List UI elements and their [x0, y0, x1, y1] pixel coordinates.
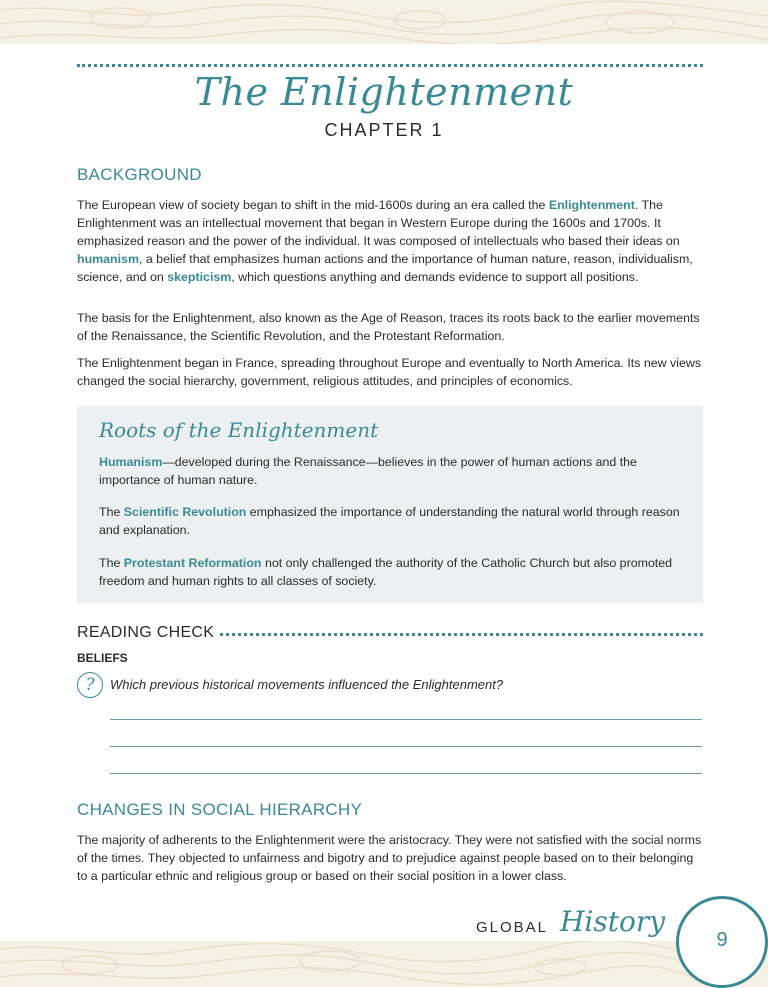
- background-paragraph-3: The Enlightenment began in France, spreading throughout Europe and eventually to North America. Its new views changed the social hierarchy, government, religious attitudes, and principles of economics.: [77, 356, 702, 388]
- chapter-label: CHAPTER 1: [324, 120, 444, 140]
- chapter-title: The Enlightenment: [194, 70, 574, 114]
- roots-item-protestant-reformation: The Protestant Reformation not only challenged the authority of the Catholic Church but also promoted freedom and human rights to all classes of society.: [99, 556, 673, 588]
- roots-title: Roots of the Enlightenment: [99, 418, 379, 442]
- footer-series-history: History: [560, 905, 666, 938]
- social-hierarchy-heading: CHANGES IN SOCIAL HIERARCHY: [77, 800, 363, 819]
- term-enlightenment: Enlightenment: [548, 198, 635, 212]
- footer-series-global: GLOBAL: [476, 919, 549, 936]
- answer-line-2[interactable]: [110, 746, 702, 747]
- topographic-footer-band: [0, 941, 768, 987]
- roots-item-humanism: Humanism—developed during the Renaissance—believes in the power of human actions and the importance of human nature.: [99, 455, 637, 487]
- reading-check-question: Which previous historical movements influenced the Enlightenment?: [110, 677, 504, 692]
- roots-sidebar-box: [77, 406, 703, 603]
- page-number: 9: [716, 929, 728, 951]
- roots-item-scientific-revolution: The Scientific Revolution emphasized the importance of understanding the natural world through reason and explanation.: [99, 505, 680, 537]
- social-hierarchy-paragraph: The majority of adherents to the Enlightenment were the aristocracy. They were not satisfied with the social norms of the times. They objected to unfairness and bigotry and to prejudice against people based on to their belonging to a particular ethnic and religious group or based on their social position in a lower class.: [77, 833, 702, 883]
- topographic-header-band: [0, 0, 768, 44]
- background-heading: BACKGROUND: [77, 165, 202, 184]
- page-number-badge: [676, 896, 768, 988]
- question-mark-icon: ?: [77, 672, 103, 698]
- reading-check-subheading: BELIEFS: [77, 651, 128, 665]
- background-paragraph-2: The basis for the Enlightenment, also known as the Age of Reason, traces its roots back to the earlier movements of the Renaissance, the Scientific Revolution, and the Protestant Reformation.: [77, 311, 700, 343]
- answer-line-1[interactable]: [110, 719, 702, 720]
- term-skepticism: skepticism: [167, 270, 232, 284]
- term-humanism: humanism: [77, 252, 139, 266]
- background-paragraph-1: The European view of society began to shift in the mid-1600s during an era called the Enlightenment. The Enlightenment was an intellectual movement that began in Western Europe during the 1600s and 1700s. It emphasized reason and the power of the individual. It was composed of intellectuals who based their ideas on humanism, a belief that emphasizes human actions and the importance of human nature, reason, individualism, science, and on skepticism, which questions anything and demands evidence to support all positions.: [77, 198, 693, 284]
- reading-check-divider: [220, 633, 703, 636]
- answer-line-3[interactable]: [110, 773, 702, 774]
- title-divider: [77, 64, 703, 67]
- reading-check-heading: READING CHECK: [77, 624, 215, 641]
